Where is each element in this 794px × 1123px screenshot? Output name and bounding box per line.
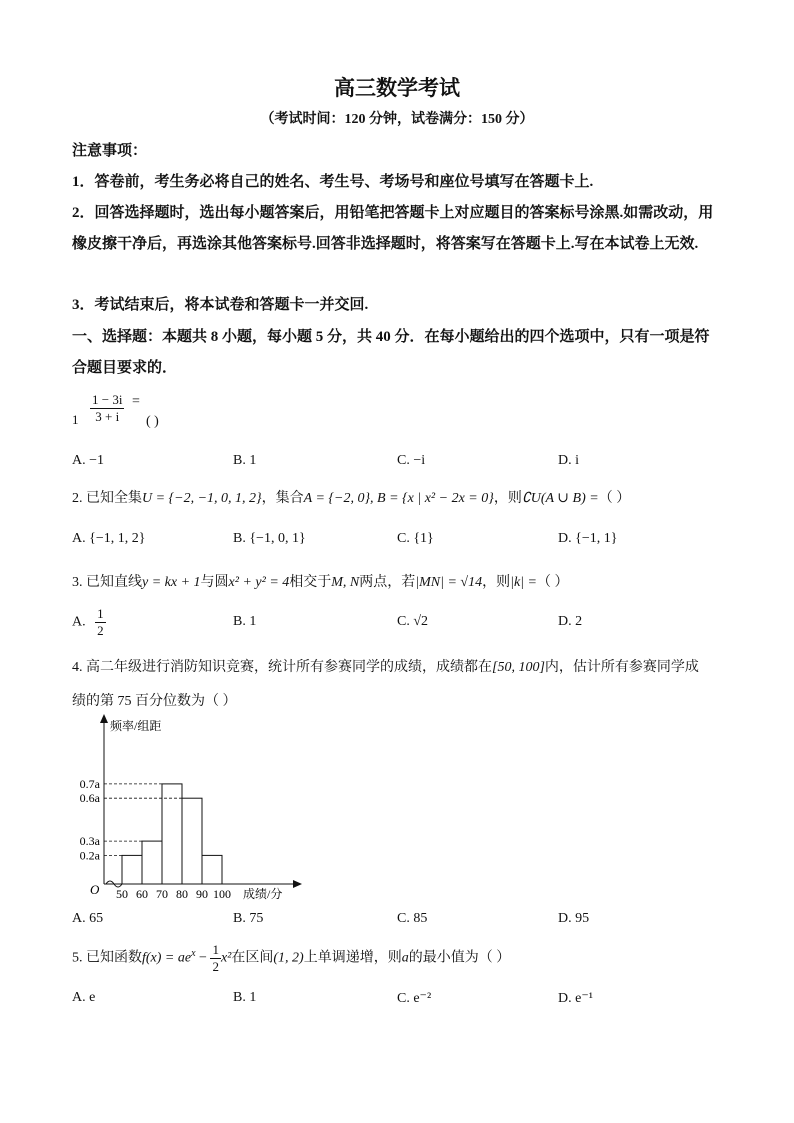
q3-text-d: 两点，若 <box>359 575 416 590</box>
histogram-bar-4 <box>202 855 222 884</box>
q2-text-c: ，则 <box>493 491 522 506</box>
q2-set-u: U = {−2, −1, 0, 1, 2} <box>142 491 262 506</box>
q3-circle: x² + y² = 4 <box>228 575 290 590</box>
q5-option-c[interactable]: C. e⁻² <box>397 991 432 1006</box>
q1-option-a[interactable]: A. −1 <box>72 453 105 468</box>
q2-option-c[interactable]: C. {1} <box>397 531 434 546</box>
q2-expr: ∁U(A ∪ B) = <box>521 491 599 506</box>
q4-option-b[interactable]: B. 75 <box>233 911 264 926</box>
q3-points: M, N <box>331 575 360 590</box>
y-axis-arrow <box>100 714 108 723</box>
q5-func-a: f(x) = ae <box>142 950 192 966</box>
q3-condition: |MN| = √14 <box>415 575 483 590</box>
notice-item-1: 1．答卷前，考生务必将自己的姓名、考生号、考场号和座位号填写在答题卡上. <box>72 174 594 190</box>
x-tick-label-0: 50 <box>116 887 128 901</box>
q5-frac-den: 2 <box>212 959 219 974</box>
question-4-line-2: 绩的第 75 百分位数为（ ） <box>72 694 237 709</box>
q5-text-c: 上单调递增，则 <box>303 950 402 966</box>
q5-option-a[interactable]: A. e <box>72 990 96 1005</box>
histogram-bar-3 <box>182 798 202 884</box>
histogram-bar-1 <box>142 841 162 884</box>
q1-equals: = <box>132 394 140 409</box>
y-tick-label-3: 0.2a <box>79 848 100 863</box>
x-axis-label: 成绩/分 <box>243 887 283 901</box>
q1-option-d[interactable]: D. i <box>558 453 579 468</box>
q3-option-a-label: A. <box>72 614 86 630</box>
q5-func-b: − <box>195 950 207 966</box>
q5-option-b[interactable]: B. 1 <box>233 990 257 1005</box>
y-tick-label-1: 0.6a <box>79 791 100 806</box>
y-tick-label-2: 0.3a <box>79 834 100 849</box>
q2-option-a[interactable]: A. {−1, 1, 2} <box>72 531 146 546</box>
q5-var: a <box>401 950 409 966</box>
x-tick-label-3: 80 <box>176 887 188 901</box>
question-3 <box>72 571 568 591</box>
q2-text-b: ，集合 <box>261 491 304 506</box>
notice-heading: 注意事项： <box>72 143 148 159</box>
histogram-bar-2 <box>162 784 182 884</box>
q3-option-a-denominator: 2 <box>97 623 104 638</box>
q3-text-e: ，则 <box>482 575 511 590</box>
q5-interval: (1, 2) <box>273 950 304 966</box>
q2-option-b[interactable]: B. {−1, 0, 1} <box>233 531 306 546</box>
x-axis-arrow <box>293 880 302 888</box>
question-5 <box>72 942 510 975</box>
q3-option-b[interactable]: B. 1 <box>233 614 257 629</box>
q5-func-c: x² <box>220 950 232 966</box>
q3-blank: （ ） <box>536 575 569 590</box>
origin-label: O <box>90 882 100 897</box>
notice-item-2: 2．回答选择题时，选出每小题答案后，用铅笔把答题卡上对应题目的答案标号涂黑.如需改动，用橡皮擦干净后，再选涂其他答案标号.回答非选择题时，将答案写在答题卡上.写在本试卷上无效. <box>72 205 714 252</box>
q5-text-d: 的最小值为（ ） <box>408 950 511 966</box>
q4-option-c[interactable]: C. 85 <box>397 911 428 926</box>
q3-option-d[interactable]: D. 2 <box>558 614 583 629</box>
q5-option-d[interactable]: D. e⁻¹ <box>558 991 593 1006</box>
q5-text-b: 在区间 <box>231 950 274 966</box>
q1-option-b[interactable]: B. 1 <box>233 453 257 468</box>
q2-option-d[interactable]: D. {−1, 1} <box>558 531 618 546</box>
q3-text-a: 3. 已知直线 <box>72 575 142 590</box>
q1-numerator: 1 − 3i <box>92 392 123 407</box>
q3-text-b: 与圆 <box>200 575 229 590</box>
x-tick-label-4: 90 <box>196 887 208 901</box>
q4-option-a[interactable]: A. 65 <box>72 911 104 926</box>
q1-blank: ( ) <box>146 414 159 429</box>
q2-set-ab: A = {−2, 0}, B = {x | x² − 2x = 0} <box>303 491 494 506</box>
y-axis-label: 频率/组距 <box>110 719 162 733</box>
q3-text-c: 相交于 <box>289 575 332 590</box>
q3-ask: |k| = <box>510 575 537 590</box>
q5-func-sup: x <box>191 948 196 960</box>
x-tick-label-1: 60 <box>136 887 148 901</box>
notice-item-3: 3．考试结束后，将本试卷和答题卡一并交回. <box>72 297 369 313</box>
frequency-histogram <box>62 712 312 904</box>
question-4-line-1 <box>72 656 699 676</box>
histogram-bar-0 <box>122 855 142 884</box>
q4-option-d[interactable]: D. 95 <box>558 911 590 926</box>
exam-title: 高三数学考试 <box>334 76 460 100</box>
q2-blank: （ ） <box>598 491 631 506</box>
q3-option-a-fraction <box>95 606 106 639</box>
q3-option-a[interactable] <box>72 606 106 639</box>
x-tick-label-2: 70 <box>156 887 168 901</box>
q1-number: 1 <box>72 412 79 427</box>
q1-fraction <box>90 392 124 425</box>
q1-denominator: 3 + i <box>95 409 120 424</box>
section-1-heading: 一、选择题：本题共 8 小题，每小题 5 分，共 40 分．在每小题给出的四个选项中，只有一项是符合题目要求的． <box>72 329 710 376</box>
q3-option-a-numerator: 1 <box>97 606 104 621</box>
q5-frac-num: 1 <box>212 942 219 957</box>
q3-option-c[interactable]: C. √2 <box>397 614 429 629</box>
x-tick-label-5: 100 <box>213 887 231 901</box>
q2-text-a: 2. 已知全集 <box>72 491 142 506</box>
q1-option-c[interactable]: C. −i <box>397 453 426 468</box>
q5-text-a: 5. 已知函数 <box>72 950 142 966</box>
q4-line1-b: 内，估计所有参赛同学成 <box>544 660 699 675</box>
exam-subtitle: （考试时间：120 分钟，试卷满分：150 分） <box>260 112 534 127</box>
y-tick-label-0: 0.7a <box>79 776 100 791</box>
question-2 <box>72 487 630 507</box>
q4-line1-a: 4. 高二年级进行消防知识竞赛，统计所有参赛同学的成绩，成绩都在 <box>72 660 492 675</box>
q3-line: y = kx + 1 <box>142 575 201 590</box>
q4-interval: [50, 100] <box>492 660 545 675</box>
q5-fraction <box>210 942 221 975</box>
